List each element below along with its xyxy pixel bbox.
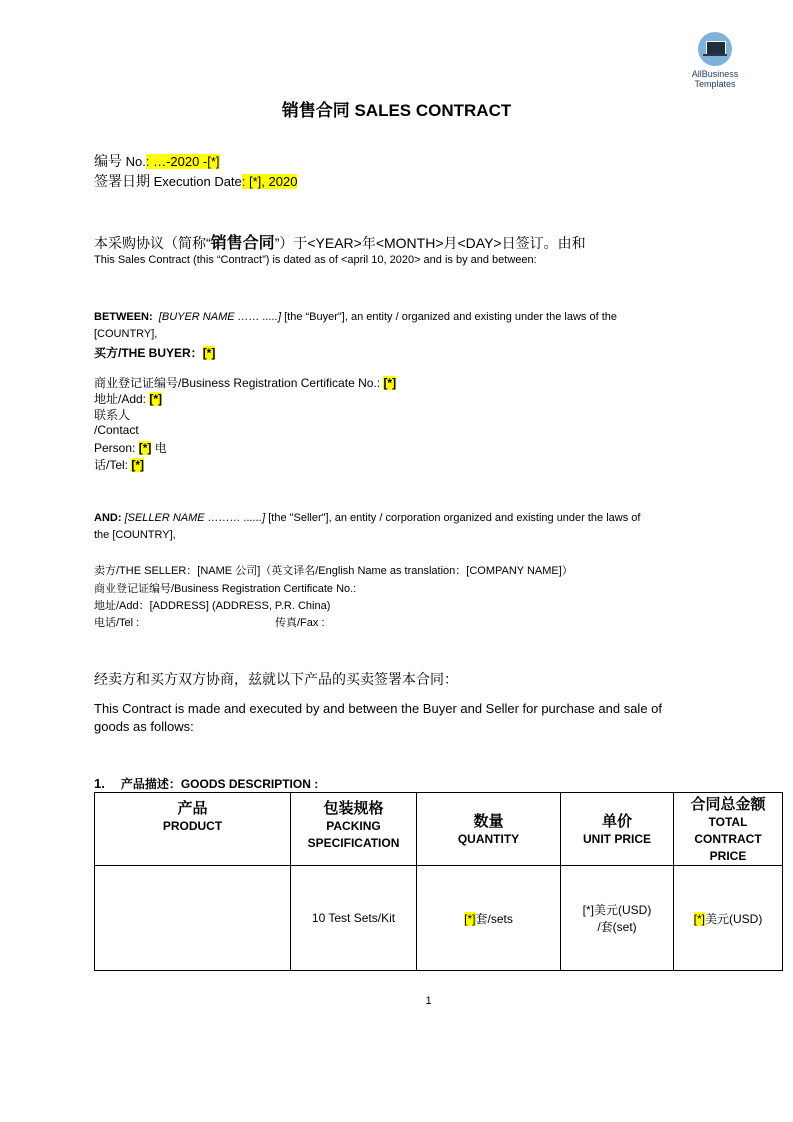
header-unit-price: 单价 UNIT PRICE — [561, 793, 674, 866]
header-quantity: 数量 QUANTITY — [417, 793, 561, 866]
seller-and-line: AND: [SELLER NAME ……… ......] [the "Seller"], an entity / corporation organized and existing under the laws of — [94, 512, 641, 524]
buyer-party-line: 买方/THE BUYER：[*] — [94, 346, 216, 360]
seller-country: the [COUNTRY], — [94, 529, 176, 541]
contract-number-line: 编号 No.: …-2020 -[*] — [94, 153, 220, 169]
contract-number-value: : …-2020 -[*] — [145, 154, 220, 169]
laptop-icon — [698, 32, 732, 66]
intro-cn: 本采购协议（简称“销售合同”）于<YEAR>年<MONTH>月<DAY>日签订。由和 — [94, 235, 586, 252]
seller-registration-line: 商业登记证编号/Business Registration Certificate No.: — [94, 583, 357, 595]
execution-date-line: 签署日期 Execution Date: [*], 2020 — [94, 173, 298, 189]
cell-packing: 10 Test Sets/Kit — [291, 866, 417, 971]
agreement-cn: 经卖方和买方双方协商，兹就以下产品的买卖签署本合同： — [94, 671, 458, 687]
table-row — [95, 866, 783, 971]
buyer-tel-line: 话/Tel: [*] — [94, 458, 145, 472]
table-header-row — [95, 793, 783, 866]
buyer-registration-line: 商业登记证编号/Business Registration Certificate No.: [*] — [94, 376, 397, 390]
cell-total-price: [*]美元(USD) — [674, 866, 783, 971]
header-packing: 包装规格 PACKING SPECIFICATION — [291, 793, 417, 866]
intro-en: This Sales Contract (this “Contract”) is dated as of <april 10, 2020> and is by and between: — [94, 254, 537, 266]
buyer-contact-label-1: 联系人 — [94, 408, 131, 422]
document-title: 销售合同 SALES CONTRACT — [281, 101, 512, 120]
seller-tel-line: 电话/Tel : — [94, 617, 140, 629]
cell-unit-price: [*]美元(USD) /套(set) — [561, 866, 674, 971]
agreement-en-line1: This Contract is made and executed by and between the Buyer and Seller for purchase and sale of — [94, 701, 663, 716]
allbusiness-logo — [690, 32, 740, 89]
buyer-country: [COUNTRY], — [94, 328, 158, 340]
seller-fax-line: 传真/Fax : — [275, 617, 325, 629]
page-number: 1 — [425, 995, 432, 1007]
goods-table — [94, 792, 783, 971]
logo-text: AllBusiness Templates — [691, 69, 739, 89]
header-total-price: 合同总金额 TOTAL CONTRACT PRICE — [674, 793, 783, 866]
buyer-contact-label-2: /Contact — [94, 423, 139, 437]
cell-quantity: [*]套/sets — [417, 866, 561, 971]
seller-address-line: 地址/Add：[ADDRESS] (ADDRESS, P.R. China) — [94, 600, 331, 612]
seller-party-line: 卖方/THE SELLER：[NAME 公司]（英文译名/English Name as translation：[COMPANY NAME]） — [94, 565, 573, 577]
agreement-en-line2: goods as follows: — [94, 719, 194, 734]
cell-product — [95, 866, 291, 971]
header-product: 产品 PRODUCT — [95, 793, 291, 866]
section-1-heading: 1. 产品描述：GOODS DESCRIPTION : — [94, 776, 319, 791]
buyer-contact-person-line: Person: [*] 电 — [94, 441, 167, 455]
buyer-between-line: BETWEEN: [BUYER NAME …… .....] [the “Buyer"], an entity / organized and existing under the laws of the — [94, 311, 617, 323]
execution-date-value: : [*], 2020 — [241, 174, 298, 189]
buyer-address-line: 地址/Add: [*] — [94, 392, 163, 406]
